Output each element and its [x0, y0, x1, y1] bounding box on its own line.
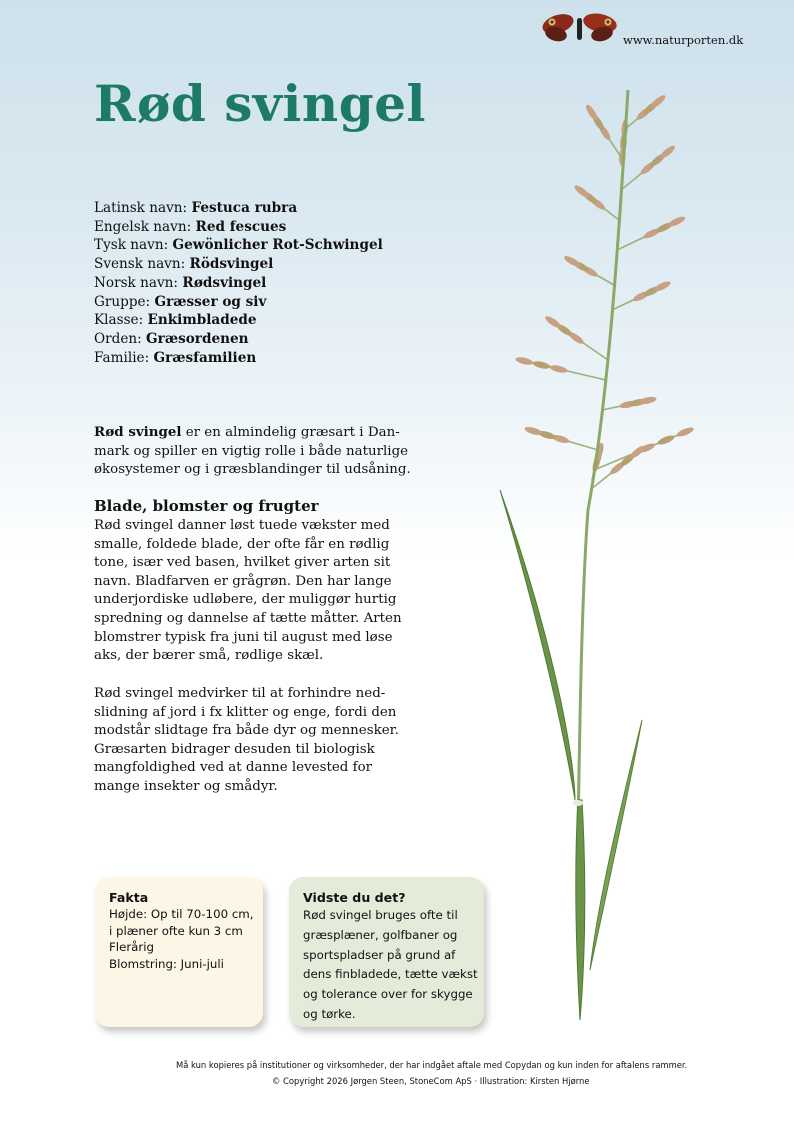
- did-you-know-line: og tørke.: [303, 1006, 356, 1021]
- description-paragraph: [94, 517, 402, 666]
- text-line: Rød svingel medvirker til at forhindre ned-: [94, 686, 386, 701]
- name-row-class: Klasse: Enkimbladede: [94, 312, 257, 329]
- text-line: spredning og dannelse af tætte måtter. Arten: [94, 610, 402, 626]
- did-you-know-line: Rød svingel bruges ofte til: [303, 908, 458, 922]
- intro-line: Rød svingel er en almindelig græsart i Dan-: [94, 424, 400, 440]
- intro-line: økosystemer og i græsblandinger til udsåning.: [94, 462, 411, 478]
- ecology-paragraph: [94, 685, 399, 797]
- did-you-know-line: og tolerance over for skygge: [303, 987, 473, 1002]
- fakta-heading: Fakta: [109, 890, 149, 905]
- name-list: [94, 199, 383, 367]
- fakta-box: [95, 877, 263, 1027]
- name-row-order: Orden: Græsordenen: [94, 330, 249, 347]
- text-line: smalle, foldede blade, der ofte får en rødlig: [94, 536, 390, 552]
- did-you-know-box: [289, 877, 484, 1027]
- name-row-family: Familie: Græsfamilien: [94, 349, 257, 366]
- red-fescue-grass-illustration: [490, 70, 750, 1030]
- text-line: blomstrer typisk fra juni til august med løse: [94, 629, 393, 645]
- text-line: underjordiske udløbere, der muliggør hurtig: [94, 592, 397, 608]
- name-row-swedish: Svensk navn: Rödsvingel: [94, 256, 274, 273]
- butterfly-icon[interactable]: [540, 10, 622, 46]
- fakta-line: Flerårig: [109, 940, 155, 955]
- name-row-english: Engelsk navn: Red fescues: [94, 218, 287, 235]
- name-row-group: Gruppe: Græsser og siv: [94, 293, 267, 310]
- intro-paragraph: [94, 423, 411, 480]
- text-line: Rød svingel danner løst tuede vækster med: [94, 518, 390, 533]
- text-line: aks, der bærer små, rødlige skæl.: [94, 648, 324, 664]
- did-you-know-line: dens finbladede, tætte vækst: [303, 967, 478, 982]
- footer-copyright: © Copyright 2026 Jørgen Steen, StoneCom ApS · Illustration: Kirsten Hjørne: [272, 1076, 590, 1086]
- intro-line: mark og spiller en vigtig rolle i både naturlige: [94, 443, 409, 459]
- section-heading: Blade, blomster og frugter: [94, 497, 319, 515]
- did-you-know-heading: Vidste du det?: [303, 890, 406, 905]
- did-you-know-line: græsplæner, golfbaner og: [303, 927, 458, 942]
- fakta-line: Højde: Op til 70-100 cm,: [109, 907, 254, 921]
- text-line: modstår slidtage fra både dyr og mennesker.: [94, 723, 399, 739]
- text-line: slidning af jord i fx klitter og enge, fordi den: [94, 704, 397, 720]
- text-line: tone, især ved basen, hvilket giver arten sit: [94, 555, 391, 571]
- fakta-line: Blomstring: Juni-juli: [109, 956, 224, 971]
- text-line: navn. Bladfarven er grågrøn. Den har lange: [94, 573, 392, 589]
- fakta-line: i plæner ofte kun 3 cm: [109, 923, 243, 938]
- text-line: mangfoldighed ved at danne levested for: [94, 760, 373, 776]
- text-line: mange insekter og smådyr.: [94, 778, 278, 794]
- name-row-norwegian: Norsk navn: Rødsvingel: [94, 274, 267, 291]
- name-row-german: Tysk navn: Gewönlicher Rot-Schwingel: [94, 237, 383, 254]
- footer-license: Må kun kopieres på institutioner og virksomheder, der har indgået aftale med Copydan og kun inden for aftalens rammer.: [176, 1060, 688, 1070]
- website-link[interactable]: www.naturporten.dk: [623, 33, 744, 47]
- page-title: Rød svingel: [94, 74, 427, 133]
- name-row-latin: Latinsk navn: Festuca rubra: [94, 200, 298, 216]
- did-you-know-line: sportspladser på grund af: [303, 947, 456, 962]
- text-line: Græsarten bidrager desuden til biologisk: [94, 741, 375, 757]
